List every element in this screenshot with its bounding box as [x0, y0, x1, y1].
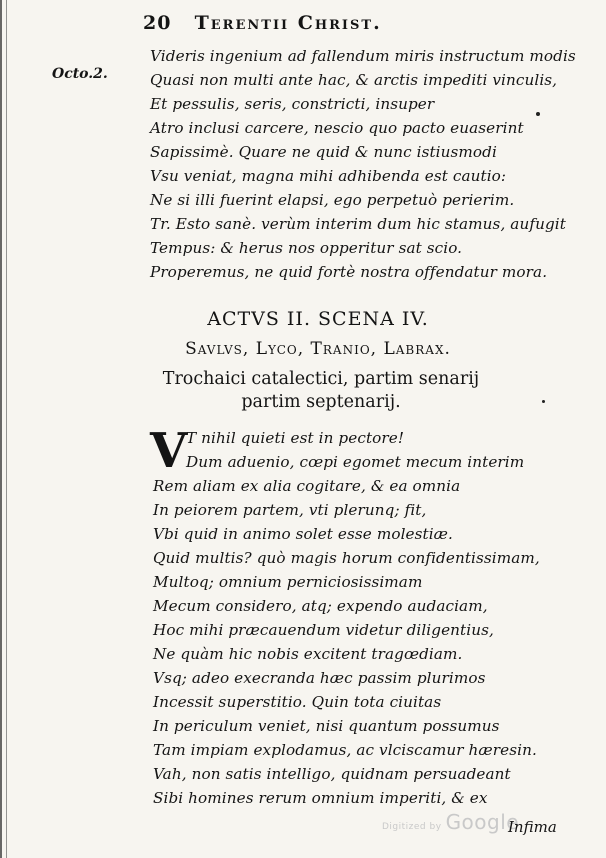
verse-line: T nihil quieti est in pectore! — [186, 429, 405, 447]
drop-capital: V — [150, 423, 188, 479]
running-title: Terentii Christ. — [194, 12, 382, 34]
watermark-prefix: Digitized by — [382, 822, 442, 832]
meter-line: Trochaici catalectici, partim senarij — [162, 369, 480, 389]
verse-line: Properemus, ne quid fortè nostra offendatur mora. — [150, 263, 548, 281]
page-number: 20 — [143, 12, 172, 34]
verse-line: Mecum considero, atq; expendo audaciam, — [153, 597, 488, 615]
verse-block-2 — [150, 423, 570, 810]
act-scene-heading: ACTVS II. SCENA IV. — [207, 308, 429, 330]
digitization-watermark — [382, 810, 519, 834]
verse-line: Vbi quid in animo solet esse molestiæ. — [153, 525, 453, 543]
page-edge-binding — [0, 0, 14, 858]
verse-line: Quasi non multi ante hac, & arctis impediti vinculis, — [150, 71, 558, 89]
running-head — [143, 12, 583, 34]
verse-line: Dum aduenio, cœpi egomet mecum interim — [186, 453, 525, 471]
verse-line: Quid multis? quò magis horum confidentissimam, — [153, 549, 540, 567]
watermark-name: Google — [445, 810, 520, 834]
verse-line: Vah, non satis intelligo, quidnam persuadeant — [153, 765, 511, 783]
verse-line: Tempus: & herus nos opperitur sat scio. — [150, 239, 463, 257]
verse-line: Hoc mihi præcauendum videtur diligentius, — [153, 621, 494, 639]
margin-note: Octo.2. — [52, 66, 108, 82]
meter-line: partim septenarij. — [241, 392, 401, 412]
verse-line: Multoq; omnium perniciosissimam — [153, 573, 423, 591]
verse-line: Atro inclusi carcere, nescio quo pacto euaserint — [150, 119, 524, 137]
verse-line: Incessit superstitio. Quin tota ciuitas — [153, 693, 442, 711]
verse-line: Sapissimè. Quare ne quid & nunc istiusmodi — [150, 143, 497, 161]
verse-line: Sibi homines rerum omnium imperiti, & ex — [153, 789, 488, 807]
verse-line: Vsu veniat, magna mihi adhibenda est cautio: — [150, 167, 507, 185]
ink-speck — [542, 400, 545, 403]
verse-line: Rem aliam ex alia cogitare, & ea omnia — [153, 477, 461, 495]
cast-list: Savlvs, Lyco, Tranio, Labrax. — [185, 339, 451, 359]
verse-line: In periculum veniet, nisi quantum possumus — [153, 717, 500, 735]
verse-line: Tam impiam explodamus, ac vlciscamur hæresin. — [153, 741, 537, 759]
verse-line: Tr. Esto sanè. verùm interim dum hic stamus, aufugit — [150, 215, 566, 233]
catchword: Infima — [508, 818, 557, 836]
verse-block-1 — [150, 44, 576, 284]
verse-line: Vsq; adeo execranda hæc passim plurimos — [153, 669, 486, 687]
meter-note — [0, 368, 606, 414]
verse-line: Et pessulis, seris, constricti, insuper — [150, 95, 435, 113]
ink-speck — [536, 112, 540, 116]
verse-line: Videris ingenium ad fallendum miris instructum modis — [150, 47, 576, 65]
verse-line: In peiorem partem, vti plerunq; fit, — [153, 501, 427, 519]
verse-line: Ne quàm hic nobis excitent tragœdiam. — [153, 645, 463, 663]
verse-line: Ne si illi fuerint elapsi, ego perpetuò perierim. — [150, 191, 515, 209]
